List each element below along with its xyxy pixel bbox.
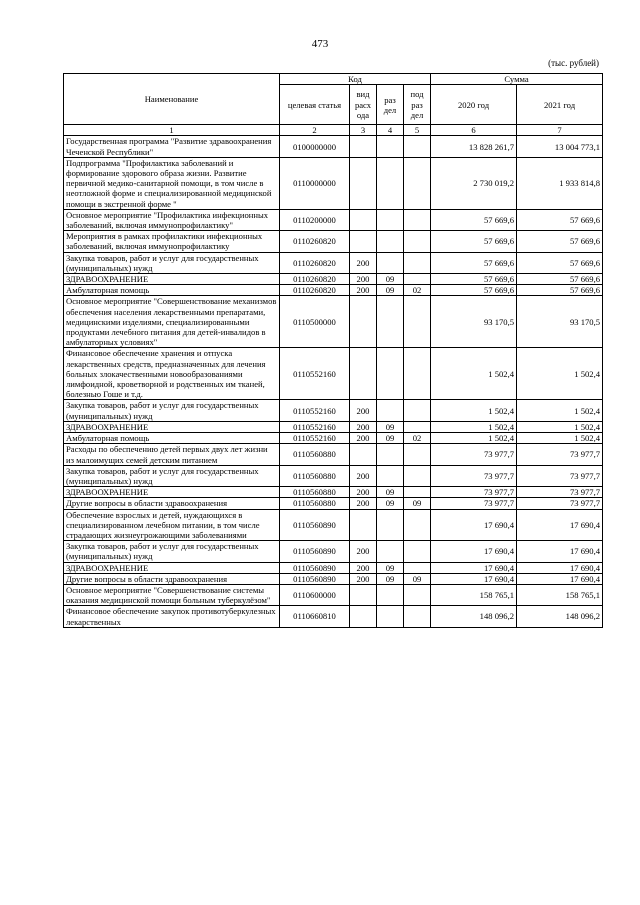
expense-type-cell: [350, 136, 377, 157]
amount-2020-cell: 158 765,1: [431, 584, 517, 605]
amount-2020-cell: 17 690,4: [431, 562, 517, 573]
header-code: Код: [280, 74, 431, 85]
row-name-cell: Закупка товаров, работ и услуг для государственных (муниципальных) нужд: [64, 400, 280, 421]
amount-2020-cell: 148 096,2: [431, 606, 517, 627]
section-cell: [377, 606, 404, 627]
amount-2020-cell: 73 977,7: [431, 487, 517, 498]
expense-type-cell: [350, 584, 377, 605]
target-article-cell: 0110560880: [280, 444, 350, 465]
section-cell: [377, 231, 404, 252]
subsection-cell: [404, 209, 431, 230]
section-cell: 09: [377, 498, 404, 509]
section-cell: [377, 541, 404, 562]
amount-2021-cell: 17 690,4: [517, 562, 603, 573]
row-name-cell: Основное мероприятие "Профилактика инфекционных заболеваний, включая иммунопрофилактику": [64, 209, 280, 230]
amount-2021-cell: 1 933 814,8: [517, 157, 603, 209]
row-name-cell: Подпрограмма "Профилактика заболеваний и формирование здорового образа жизни. Развитие первичной медико-санитарной помощи, в том числе в неотложной форме и специализированной медицинской помощи в экстренной форме ": [64, 157, 280, 209]
section-cell: [377, 509, 404, 541]
column-number: 1: [64, 125, 280, 136]
section-cell: [377, 157, 404, 209]
amount-2021-cell: 73 977,7: [517, 465, 603, 486]
subsection-cell: 02: [404, 433, 431, 444]
target-article-cell: 0110000000: [280, 157, 350, 209]
amount-2021-cell: 73 977,7: [517, 444, 603, 465]
row-name-cell: Закупка товаров, работ и услуг для государственных (муниципальных) нужд: [64, 252, 280, 273]
header-expense-type: вид расх ода: [350, 85, 377, 125]
row-name-cell: Финансовое обеспечение хранения и отпуска лекарственных средств, предназначенных для лечения больных злокачественными новообразованиями лимфоидной, кроветворной и родственных им тканей, болезнью Гоше и т.д.: [64, 348, 280, 400]
expense-type-cell: 200: [350, 465, 377, 486]
section-cell: [377, 136, 404, 157]
expense-type-cell: 200: [350, 573, 377, 584]
subsection-cell: [404, 157, 431, 209]
subsection-cell: [404, 136, 431, 157]
amount-2020-cell: 57 669,6: [431, 209, 517, 230]
section-cell: [377, 209, 404, 230]
target-article-cell: 0110552160: [280, 421, 350, 432]
page-number: 473: [311, 38, 329, 50]
row-name-cell: ЗДРАВООХРАНЕНИЕ: [64, 421, 280, 432]
amount-2021-cell: 1 502,4: [517, 348, 603, 400]
table-row: [64, 274, 603, 285]
table-row: [64, 296, 603, 348]
table-body: [64, 136, 603, 627]
row-name-cell: Амбулаторная помощь: [64, 433, 280, 444]
column-number: 5: [404, 125, 431, 136]
column-number: 3: [350, 125, 377, 136]
table-row: [64, 573, 603, 584]
expense-type-cell: [350, 209, 377, 230]
table-row: [64, 231, 603, 252]
expense-type-cell: 200: [350, 433, 377, 444]
header-subsection: под раз дел: [404, 85, 431, 125]
expense-type-cell: [350, 348, 377, 400]
amount-2021-cell: 1 502,4: [517, 400, 603, 421]
table-row: [64, 487, 603, 498]
target-article-cell: 0110260820: [280, 231, 350, 252]
amount-2020-cell: 93 170,5: [431, 296, 517, 348]
amount-2021-cell: 57 669,6: [517, 252, 603, 273]
row-name-cell: Закупка товаров, работ и услуг для государственных (муниципальных) нужд: [64, 541, 280, 562]
target-article-cell: 0110560890: [280, 541, 350, 562]
amount-2021-cell: 17 690,4: [517, 541, 603, 562]
target-article-cell: 0110552160: [280, 400, 350, 421]
header-name: Наименование: [64, 74, 280, 125]
amount-2020-cell: 73 977,7: [431, 444, 517, 465]
budget-table: [63, 73, 603, 628]
expense-type-cell: 200: [350, 562, 377, 573]
row-name-cell: Другие вопросы в области здравоохранения: [64, 498, 280, 509]
amount-2021-cell: 73 977,7: [517, 498, 603, 509]
amount-2020-cell: 2 730 019,2: [431, 157, 517, 209]
subsection-cell: [404, 606, 431, 627]
section-cell: 09: [377, 573, 404, 584]
amount-2020-cell: 13 828 261,7: [431, 136, 517, 157]
subsection-cell: [404, 465, 431, 486]
target-article-cell: 0110560880: [280, 487, 350, 498]
target-article-cell: 0110560880: [280, 465, 350, 486]
subsection-cell: [404, 562, 431, 573]
section-cell: [377, 348, 404, 400]
units-note: (тыс. рублей): [548, 58, 599, 68]
amount-2021-cell: 158 765,1: [517, 584, 603, 605]
table-row: [64, 157, 603, 209]
subsection-cell: [404, 348, 431, 400]
expense-type-cell: 200: [350, 274, 377, 285]
amount-2020-cell: 1 502,4: [431, 348, 517, 400]
column-number: 7: [517, 125, 603, 136]
section-cell: [377, 584, 404, 605]
table-row: [64, 136, 603, 157]
section-cell: 09: [377, 487, 404, 498]
row-name-cell: Государственная программа "Развитие здравоохранения Чеченской Республики": [64, 136, 280, 157]
expense-type-cell: [350, 444, 377, 465]
target-article-cell: 0110560890: [280, 573, 350, 584]
row-name-cell: Амбулаторная помощь: [64, 285, 280, 296]
expense-type-cell: 200: [350, 285, 377, 296]
table-row: [64, 509, 603, 541]
amount-2021-cell: 148 096,2: [517, 606, 603, 627]
amount-2021-cell: 13 004 773,1: [517, 136, 603, 157]
section-cell: [377, 444, 404, 465]
column-number: 6: [431, 125, 517, 136]
subsection-cell: [404, 231, 431, 252]
amount-2021-cell: 73 977,7: [517, 487, 603, 498]
target-article-cell: 0110260820: [280, 252, 350, 273]
amount-2021-cell: 17 690,4: [517, 509, 603, 541]
target-article-cell: 0110560890: [280, 509, 350, 541]
row-name-cell: Обеспечение взрослых и детей, нуждающихся в специализированном лечебном питании, в том числе страдающих жизнеугрожающими заболеваниями: [64, 509, 280, 541]
subsection-cell: [404, 421, 431, 432]
row-name-cell: Основное мероприятие "Совершенствование системы оказания медицинской помощи больным туберкулёзом": [64, 584, 280, 605]
table-row: [64, 562, 603, 573]
section-cell: 09: [377, 421, 404, 432]
expense-type-cell: [350, 296, 377, 348]
table-row: [64, 400, 603, 421]
amount-2021-cell: 93 170,5: [517, 296, 603, 348]
target-article-cell: 0110600000: [280, 584, 350, 605]
header-sum: Сумма: [431, 74, 603, 85]
subsection-cell: [404, 296, 431, 348]
table-row: [64, 465, 603, 486]
subsection-cell: [404, 584, 431, 605]
table-row: [64, 433, 603, 444]
table-row: [64, 285, 603, 296]
section-cell: 09: [377, 274, 404, 285]
target-article-cell: 0110260820: [280, 274, 350, 285]
row-name-cell: Другие вопросы в области здравоохранения: [64, 573, 280, 584]
target-article-cell: 0110560880: [280, 498, 350, 509]
target-article-cell: 0110560890: [280, 562, 350, 573]
section-cell: 09: [377, 433, 404, 444]
subsection-cell: 02: [404, 285, 431, 296]
expense-type-cell: 200: [350, 252, 377, 273]
row-name-cell: ЗДРАВООХРАНЕНИЕ: [64, 487, 280, 498]
section-cell: [377, 465, 404, 486]
section-cell: 09: [377, 285, 404, 296]
expense-type-cell: 200: [350, 541, 377, 562]
expense-type-cell: [350, 606, 377, 627]
amount-2020-cell: 1 502,4: [431, 421, 517, 432]
target-article-cell: 0100000000: [280, 136, 350, 157]
expense-type-cell: [350, 509, 377, 541]
subsection-cell: [404, 487, 431, 498]
target-article-cell: 0110500000: [280, 296, 350, 348]
row-name-cell: Расходы по обеспечению детей первых двух лет жизни из малоимущих семей детским питанием: [64, 444, 280, 465]
amount-2020-cell: 57 669,6: [431, 252, 517, 273]
expense-type-cell: 200: [350, 421, 377, 432]
section-cell: 09: [377, 562, 404, 573]
amount-2020-cell: 57 669,6: [431, 285, 517, 296]
header-year-2021: 2021 год: [517, 85, 603, 125]
expense-type-cell: 200: [350, 487, 377, 498]
subsection-cell: [404, 400, 431, 421]
row-name-cell: ЗДРАВООХРАНЕНИЕ: [64, 274, 280, 285]
amount-2020-cell: 17 690,4: [431, 509, 517, 541]
amount-2020-cell: 73 977,7: [431, 465, 517, 486]
table-row: [64, 444, 603, 465]
expense-type-cell: 200: [350, 400, 377, 421]
target-article-cell: 0110200000: [280, 209, 350, 230]
row-name-cell: Финансовое обеспечение закупок противотуберкулезных лекарственных: [64, 606, 280, 627]
amount-2020-cell: 57 669,6: [431, 274, 517, 285]
amount-2020-cell: 57 669,6: [431, 231, 517, 252]
table-row: [64, 584, 603, 605]
table-row: [64, 498, 603, 509]
table-row: [64, 606, 603, 627]
table-row: [64, 348, 603, 400]
section-cell: [377, 296, 404, 348]
header-section: раз дел: [377, 85, 404, 125]
amount-2020-cell: 1 502,4: [431, 433, 517, 444]
amount-2020-cell: 1 502,4: [431, 400, 517, 421]
target-article-cell: 0110660810: [280, 606, 350, 627]
table-row: [64, 541, 603, 562]
target-article-cell: 0110552160: [280, 433, 350, 444]
amount-2021-cell: 57 669,6: [517, 231, 603, 252]
column-number: 2: [280, 125, 350, 136]
target-article-cell: 0110552160: [280, 348, 350, 400]
amount-2021-cell: 1 502,4: [517, 433, 603, 444]
row-name-cell: Закупка товаров, работ и услуг для государственных (муниципальных) нужд: [64, 465, 280, 486]
table-row: [64, 421, 603, 432]
amount-2020-cell: 17 690,4: [431, 541, 517, 562]
amount-2021-cell: 57 669,6: [517, 274, 603, 285]
section-cell: [377, 400, 404, 421]
subsection-cell: [404, 444, 431, 465]
amount-2021-cell: 57 669,6: [517, 285, 603, 296]
amount-2020-cell: 73 977,7: [431, 498, 517, 509]
expense-type-cell: [350, 157, 377, 209]
amount-2021-cell: 17 690,4: [517, 573, 603, 584]
section-cell: [377, 252, 404, 273]
row-name-cell: Основное мероприятие "Совершенствование механизмов обеспечения населения лекарственными препаратами, медицинскими изделиями, специализированными продуктами лечебного питания для детей-инвалидов в амбулаторных условиях": [64, 296, 280, 348]
subsection-cell: [404, 541, 431, 562]
row-name-cell: ЗДРАВООХРАНЕНИЕ: [64, 562, 280, 573]
table-row: [64, 252, 603, 273]
amount-2021-cell: 57 669,6: [517, 209, 603, 230]
subsection-cell: [404, 274, 431, 285]
amount-2020-cell: 17 690,4: [431, 573, 517, 584]
expense-type-cell: 200: [350, 498, 377, 509]
subsection-cell: [404, 252, 431, 273]
column-number: 4: [377, 125, 404, 136]
subsection-cell: [404, 509, 431, 541]
header-target-article: целевая статья: [280, 85, 350, 125]
table-row: [64, 209, 603, 230]
header-year-2020: 2020 год: [431, 85, 517, 125]
subsection-cell: 09: [404, 498, 431, 509]
amount-2021-cell: 1 502,4: [517, 421, 603, 432]
target-article-cell: 0110260820: [280, 285, 350, 296]
expense-type-cell: [350, 231, 377, 252]
subsection-cell: 09: [404, 573, 431, 584]
row-name-cell: Мероприятия в рамках профилактики инфекционных заболеваний, включая иммунопрофилактику: [64, 231, 280, 252]
